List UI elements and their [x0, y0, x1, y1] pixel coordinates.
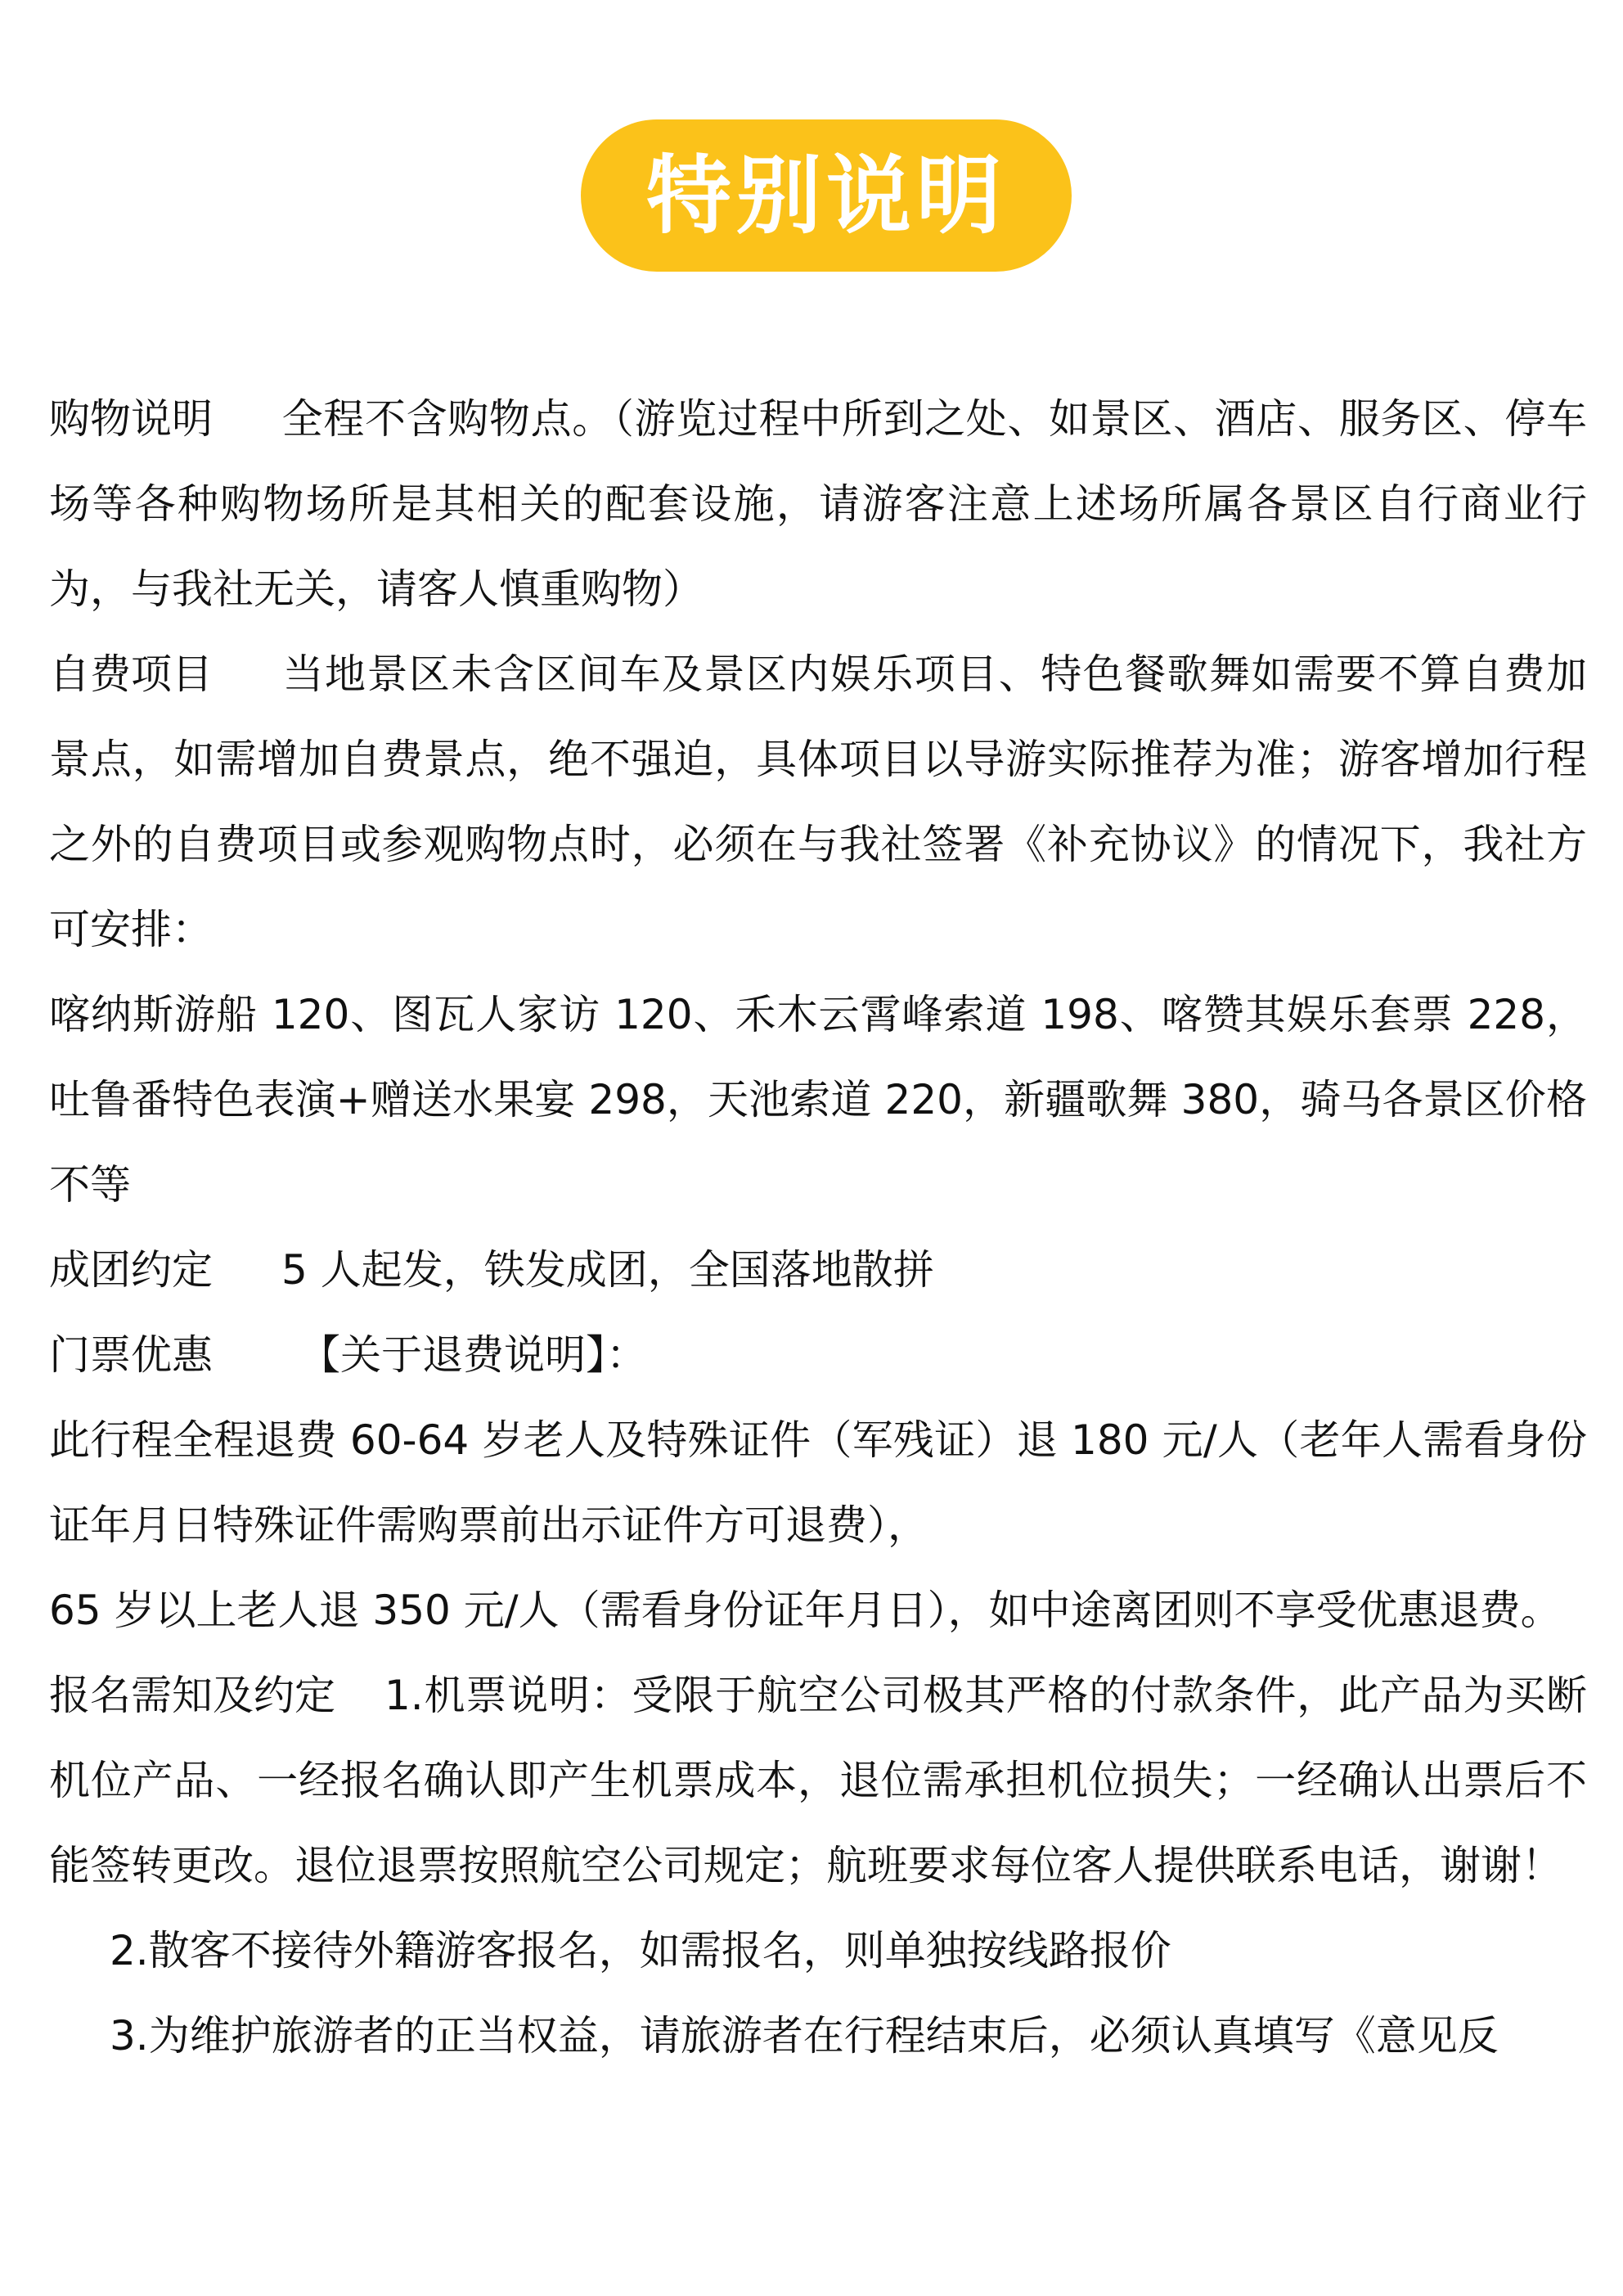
shopping-text: 全程不含购物点。（游览过程中所到之处、如景区、酒店、服务区、停车场等各种购物场所是其相关的配套设施，请游客注意上述场所属各景区自行商业行为，与我社无关，请客人慎重购物） — [49, 395, 1587, 613]
notes-content — [49, 376, 1587, 2078]
optional-label: 自费项目 — [49, 651, 213, 698]
shopping-paragraph — [49, 376, 1587, 632]
optional-paragraph — [49, 632, 1587, 972]
title-banner — [581, 119, 1072, 272]
ticket-line-2: 65 岁以上老人退 350 元/人（需看身份证年月日），如中途离团则不享受优惠退费。 — [49, 1587, 1562, 1634]
signup-paragraph — [49, 1653, 1587, 1908]
signup-item-1: 1.机票说明：受限于航空公司极其严格的付款条件，此产品为买断机位产品、一经报名确认即产生机票成本，退位需承担机位损失；一经确认出票后不能签转更改。退位退票按照航空公司规定；航班要求每位客人提供联系电话，谢谢！ — [49, 1672, 1587, 1889]
ticket-line-1: 此行程全程退费 60-64 岁老人及特殊证件（军残证）退 180 元/人（老年人需看身份证年月日特殊证件需购票前出示证件方可退费）， — [49, 1416, 1587, 1549]
optional-text: 当地景区未含区间车及景区内娱乐项目、特色餐歌舞如需要不算自费加景点，如需增加自费景点，绝不强迫，具体项目以导游实际推荐为准；游客增加行程之外的自费项目或参观购物点时，必须在与我社签署《补充协议》的情况下，我社方可安排： — [49, 651, 1587, 953]
group-paragraph — [49, 1227, 1587, 1312]
signup-label: 报名需知及约定 — [49, 1672, 335, 1719]
shopping-label: 购物说明 — [49, 395, 213, 443]
optional-items-paragraph: 喀纳斯游船 120、图瓦人家访 120、禾木云霄峰索道 198、喀赞其娱乐套票 228，吐鲁番特色表演+赠送水果宴 298，天池索道 220，新疆歌舞 380，骑马各景区价格不等 — [49, 991, 1587, 1209]
page-title: 特别说明 — [645, 145, 1006, 245]
ticket-paragraph — [49, 1312, 1587, 1398]
signup-item-3: 3.为维护旅游者的正当权益，请旅游者在行程结束后，必须认真填写《意见反 — [110, 2012, 1499, 2060]
group-label: 成团约定 — [49, 1246, 213, 1294]
ticket-label: 门票优惠 — [49, 1331, 213, 1379]
group-text: 5 人起发，铁发成团，全国落地散拼 — [281, 1246, 934, 1294]
ticket-heading: 【关于退费说明】： — [299, 1331, 647, 1379]
signup-item-2: 2.散客不接待外籍游客报名，如需报名，则单独按线路报价 — [110, 1927, 1171, 1974]
